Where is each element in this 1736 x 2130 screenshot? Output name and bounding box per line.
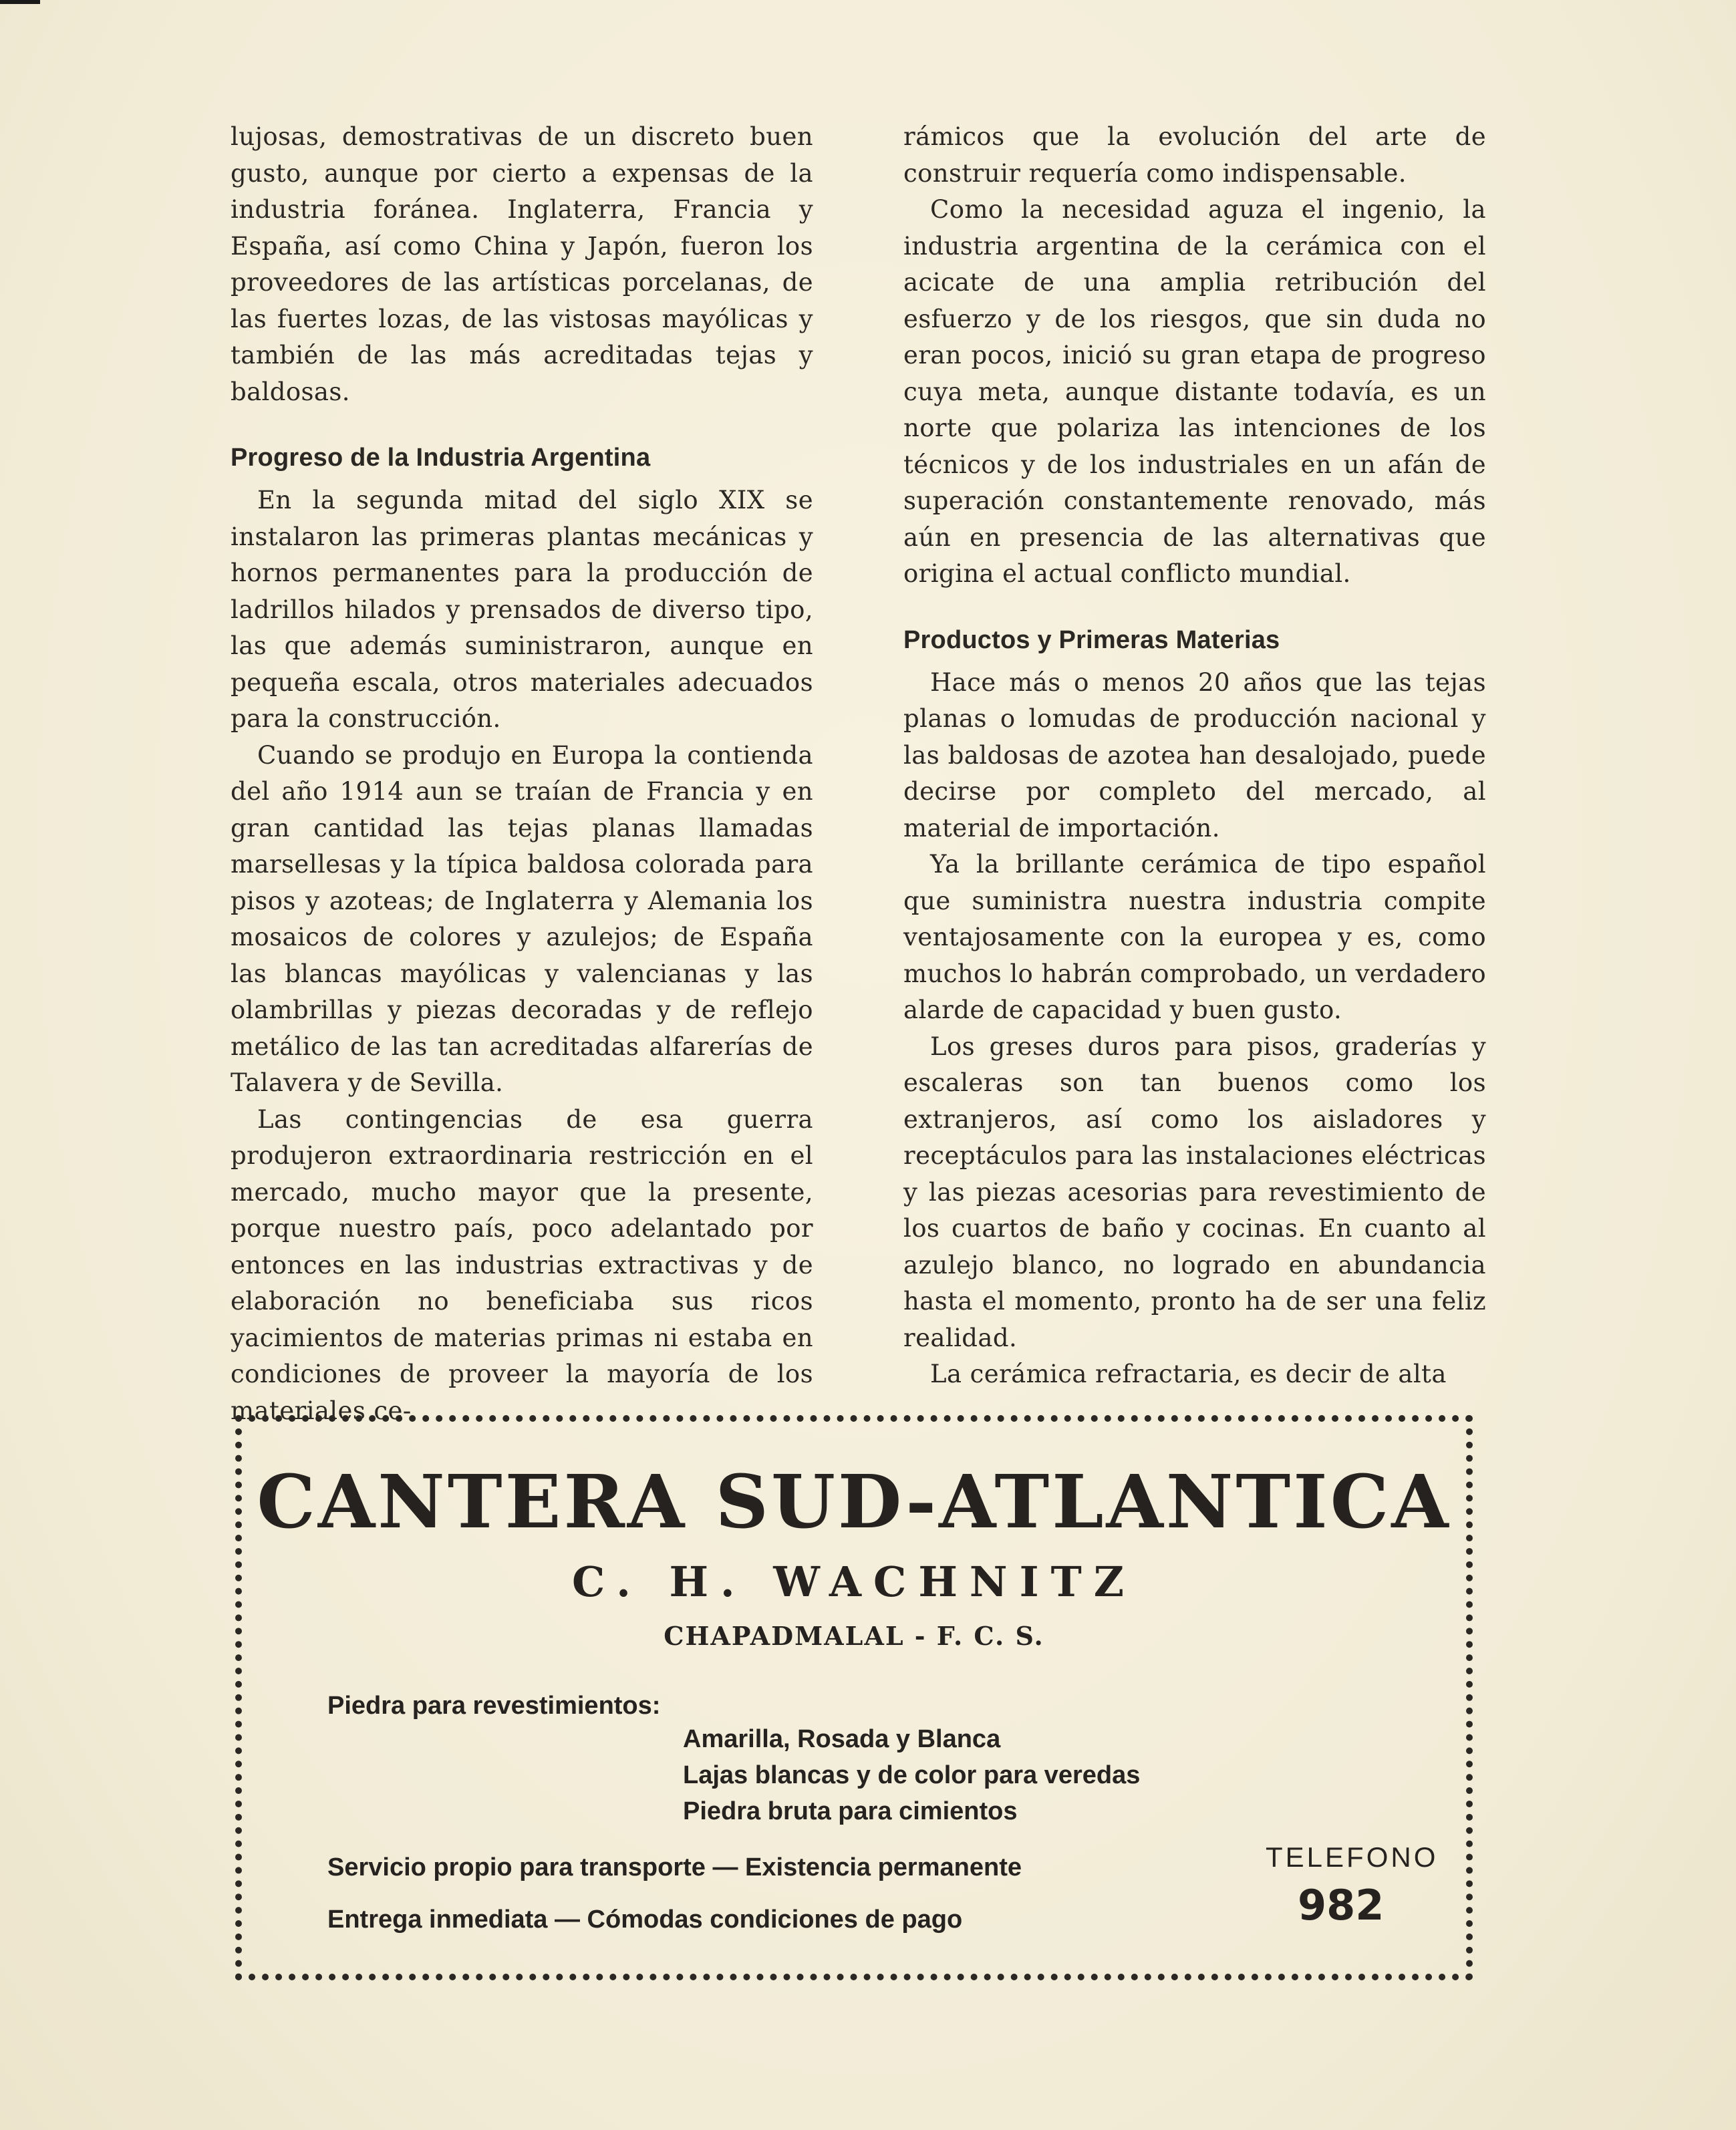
left-paragraph-2: En la segunda mitad del siglo XIX se instalaron las primeras plantas mecánicas y hornos permanentes para la producción de ladrillos hilados y prensados de diverso tipo, las que además suministraron, aunque en pequeña escala, otros materiales adecuados para la construcción. [231,486,813,733]
ad-phone-number: 982 [1298,1881,1385,1930]
right-paragraph-2: Como la necesidad aguza el ingenio, la industria argentina de la cerámica con el acicate de una amplia retribución del esfuerzo y de los riesgos, que sin duda no eran pocos, inició su gran etapa de progreso cuya meta, aunque distante todavía, es un norte que polariza las intenciones de los técnicos y de los industriales en un afán de superación constantemente renovado, más aún en presencia de las alternativas que origina el actual conflicto mundial. [903,195,1486,588]
advertisement-box [235,1415,1473,1980]
ad-owner: C. H. WACHNITZ [572,1557,1136,1606]
ad-service-line: Servicio propio para transporte — Existencia permanente [327,1853,1022,1881]
left-paragraph-1: lujosas, demostrativas de un discreto buen gusto, aunque por cierto a expensas de la industria foránea. Inglaterra, Francia y España, así como China y Japón, fueron los proveedores de las artísticas porcelanas, de las fuertes lozas, de las vistosas mayólicas y también de las más acreditadas tejas y baldosas. [231,122,813,406]
ad-products-list [683,1721,1140,1829]
right-paragraph-3: Hace más o menos 20 años que las tejas planas o lomudas de producción nacional y las baldosas de azotea han desalojado, puede decirse por completo del mercado, al material de importación. [903,667,1486,843]
ad-service-line: Entrega inmediata — Cómodas condiciones de pago [327,1906,963,1934]
ad-product-item: Lajas blancas y de color para veredas [683,1761,1141,1789]
ad-phone-label: TELEFONO [1266,1841,1439,1873]
right-paragraph-1: rámicos que la evolución del arte de construir requería como indispensable. [903,122,1486,188]
right-paragraph-6: La cerámica refractaria, es decir de alta [930,1360,1447,1388]
ad-product-item: Piedra bruta para cimientos [683,1797,1018,1825]
ad-products-heading: Piedra para revestimientos: [327,1692,661,1720]
left-paragraph-3: Cuando se produjo en Europa la contienda del año 1914 aun se traían de Francia y en gran cantidad las tejas planas llamadas marsellesas y la típica baldosa colorada para pisos y azoteas; de Inglaterra y Alemania los mosaicos de colores y azulejos; de España las blancas mayólicas y valencianas y las olambrillas y piezas decoradas y de reflejo metálico de las tan acreditadas alfarerías de Talavera y de Sevilla. [231,740,813,1097]
corner-mark [0,0,40,4]
right-section-heading: Productos y Primeras Materias [903,625,1280,654]
ad-service-lines [327,1841,1022,1946]
left-paragraph-4: Las contingencias de esa guerra produjeron extraordinaria restricción en el mercado, mucho mayor que la presente, porque nuestro país, poco adelantado por entonces en las industrias extractivas y de elaboración no beneficiaba sus ricos yacimientos de materias primas ni estaba en condiciones de proveer la mayoría de los materiales ce- [231,1104,813,1425]
ad-title: CANTERA SUD-ATLANTICA [257,1459,1451,1545]
ad-location: CHAPADMALAL - F. C. S. [664,1621,1044,1651]
left-column [231,119,813,1429]
right-column [903,119,1486,1393]
right-paragraph-4: Ya la brillante cerámica de tipo español que suministra nuestra industria compite ventajosamente con la europea y es, como muchos lo habrán comprobado, un verdadero alarde de capacidad y buen gusto. [903,850,1486,1024]
right-paragraph-5: Los greses duros para pisos, graderías y escaleras son tan buenos como los extranjeros, así como los aisladores y receptáculos para las instalaciones eléctricas y las piezas acesorias para revestimiento de los cuartos de baño y cocinas. En cuanto al azulejo blanco, no logrado en abundancia hasta el momento, pronto ha de ser una feliz realidad. [903,1032,1486,1352]
ad-product-item: Amarilla, Rosada y Blanca [683,1725,1001,1753]
left-section-heading: Progreso de la Industria Argentina [231,444,651,472]
